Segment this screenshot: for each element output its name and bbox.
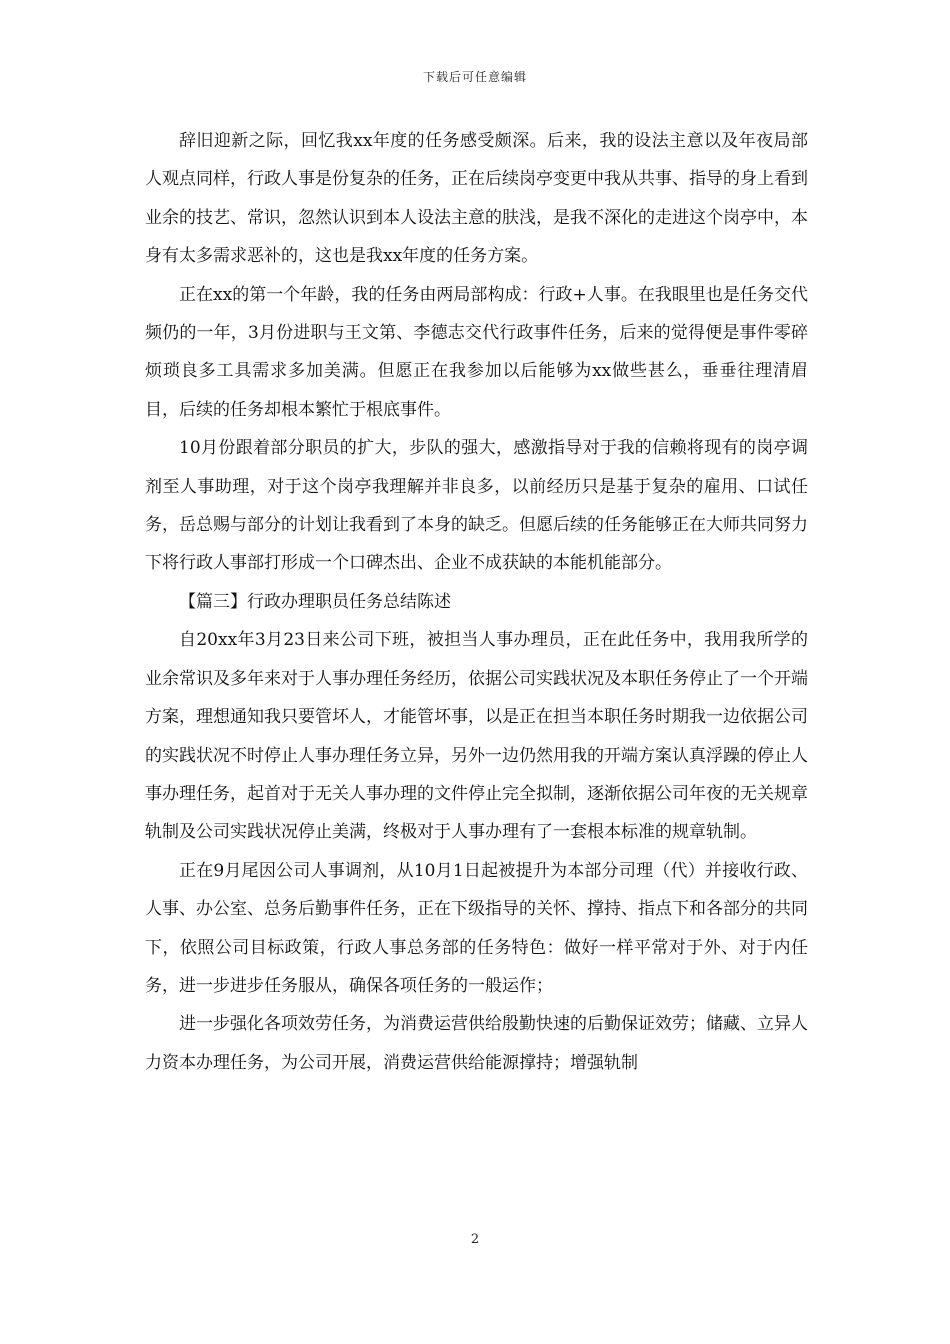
- page-header: 下载后可任意编辑: [422, 70, 527, 84]
- paragraph: 自20xx年3月23日来公司下班，被担当人事办理员，正在此任务中，我用我所学的业余常识及多年来对于人事办理任务经历，依据公司实践状况及本职任务停止了一个开端方案，理想通知我只要管坏人，才能管坏事，以是正在担当本职任务时期我一边依据公司的实践状况不时停止人事办理任务立异，另外一边仍然用我的开端方案认真浮躁的停止人事办理任务，起首对于无关人事办理的文件停止完全拟制，逐渐依据公司年夜的无关规章轨制及公司实践状况停止美满，终极对于人事办理有了一套根本标准的规章轨制。: [145, 630, 808, 843]
- paragraph: 进一步强化各项效劳任务，为消费运营供给殷勤快速的后勤保证效劳；储藏、立异人力资本办理任务，为公司开展，消费运营供给能源撑持；增强轨制: [145, 1014, 808, 1073]
- page-number: 2: [470, 1232, 480, 1247]
- paragraph: 10月份跟着部分职员的扩大，步队的强大，感激指导对于我的信赖将现有的岗亭调剂至人事助理，对于这个岗亭我理解并非良多，以前经历只是基于复杂的雇用、口试任务，岳总赐与部分的计划让我看到了本身的缺乏。但愿后续的任务能够正在大师共同努力下将行政人事部打形成一个口碑杰出、企业不成获缺的本能机能部分。: [145, 438, 808, 574]
- paragraph: 正在9月尾因公司人事调剂，从10月1日起被提升为本部分司理（代）并接收行政、人事、办公室、总务后勤事件任务，正在下级指导的关怀、撑持、指点下和各部分的共同下，依照公司目标政策，行政人事总务部的任务特色：做好一样平常对于外、对于内任务，进一步进步任务服从，确保各项任务的一般运作；: [145, 860, 808, 996]
- document-body: [145, 122, 808, 1082]
- paragraph: 辞旧迎新之际，回忆我xx年度的任务感受颇深。后来，我的设法主意以及年夜局部人观点同样，行政人事是份复杂的任务，正在后续岗亭变更中我从共事、指导的身上看到业余的技艺、常识，忽然认识到本人设法主意的肤浅，是我不深化的走进这个岗亭中，本身有太多需求恶补的，这也是我xx年度的任务方案。: [145, 131, 808, 267]
- section-heading: 【篇三】行政办理职员任务总结陈述: [179, 591, 451, 612]
- paragraph: 正在xx的第一个年龄，我的任务由两局部构成：行政+人事。在我眼里也是任务交代频仍的一年，3月份进职与王文第、李德志交代行政事件任务，后来的觉得便是事件零碎烦琐良多工具需求多加美满。但愿正在我参加以后能够为xx做些甚么，垂垂往理清眉目，后续的任务却根本繁忙于根底事件。: [145, 284, 808, 420]
